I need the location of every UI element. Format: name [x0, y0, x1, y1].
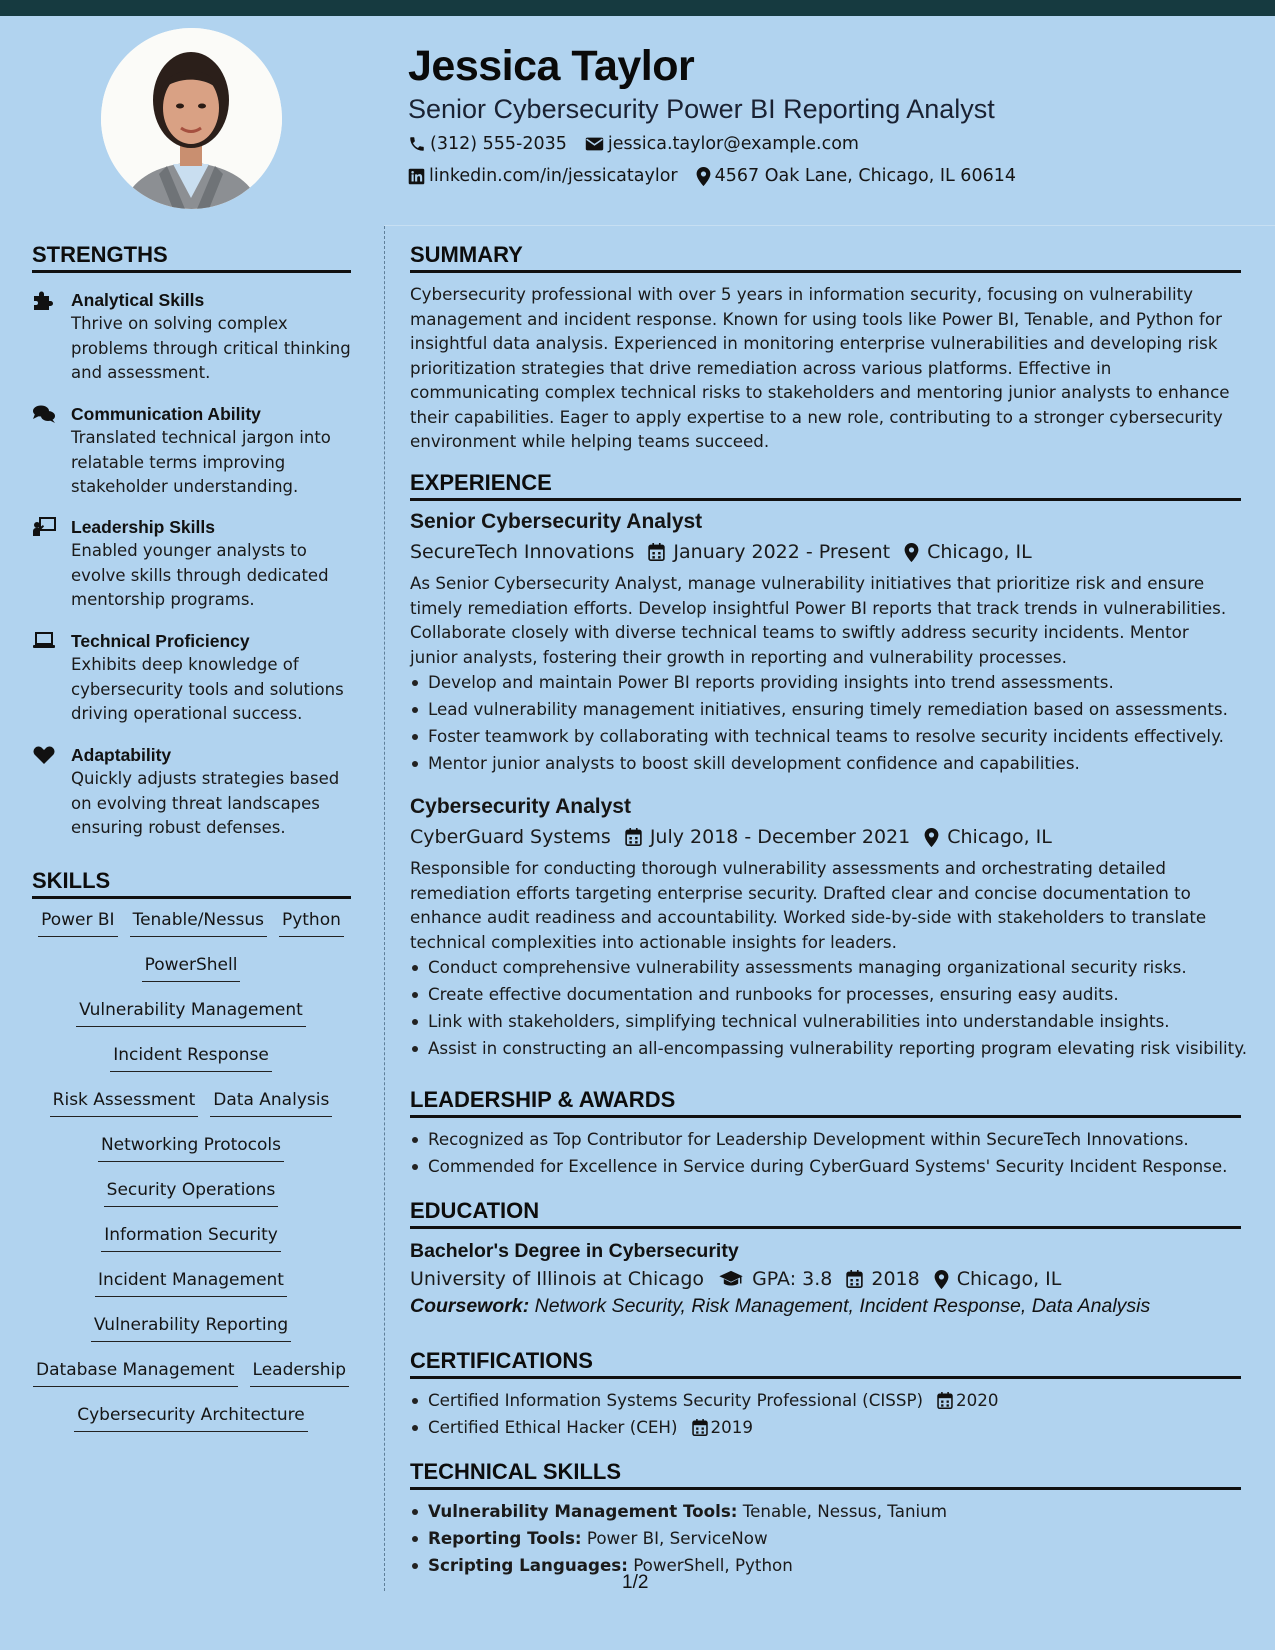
linkedin-text[interactable]: linkedin.com/in/jessicataylor [429, 166, 678, 186]
skill-tag: Incident Response [110, 1045, 272, 1072]
skill-row [32, 1405, 350, 1450]
award-item: Recognized as Top Contributor for Leadership Development within SecureTech Innovations. [410, 1126, 1240, 1153]
graduation-year [846, 1268, 919, 1290]
skill-tag: Database Management [33, 1360, 238, 1387]
coursework-list: Network Security, Risk Management, Incident Response, Data Analysis [534, 1295, 1151, 1317]
email-contact [585, 134, 859, 154]
skill-tag: Information Security [101, 1225, 281, 1252]
job-entry [410, 795, 1248, 1062]
job-bullet: Develop and maintain Power BI reports providing insights into trend assessments. [410, 669, 1240, 696]
technical-skill-label: Vulnerability Management Tools: [428, 1501, 738, 1521]
education-location-text: Chicago, IL [956, 1268, 1062, 1290]
job-bullet: Assist in constructing an all-encompassing vulnerability reporting program elevating risk visibility. [410, 1035, 1240, 1062]
job-dates-text: January 2022 - Present [673, 541, 891, 563]
skill-row [32, 1000, 350, 1045]
strength-item [32, 743, 352, 841]
education-meta [410, 1268, 1240, 1290]
technical-skill-value: Power BI, ServiceNow [586, 1528, 768, 1548]
skill-row [32, 1315, 350, 1360]
technical-skill-label: Scripting Languages: [428, 1555, 628, 1575]
address-text: 4567 Oak Lane, Chicago, IL 60614 [714, 166, 1016, 186]
map-pin-icon [924, 828, 939, 847]
job-location [924, 826, 1052, 848]
summary-text: Cybersecurity professional with over 5 years in information security, focusing on vulnerability management and incident response. Known for using tools like Power BI, Tenable, and Python for insightful data analysis. Experienced in monitoring enterprise vulnerabilities and developing risk prioritization strategies that drive remediation across various platforms. Effective in communicating complex technical risks to stakeholders and mentoring junior analysts to enhance their capabilities. Eager to apply expertise to a new role, contributing to a stronger cybersecurity environment while helping teams succeed. [410, 284, 1230, 451]
skill-row [32, 1270, 350, 1315]
technical-skill-item [410, 1525, 1240, 1552]
skill-tag: Python [279, 910, 344, 937]
header-divider [384, 225, 1275, 226]
graduation-year-text: 2018 [871, 1268, 920, 1290]
strength-desc: Quickly adjusts strategies based on evolving threat landscapes ensuring robust defenses. [71, 769, 340, 837]
technical-skill-item [410, 1498, 1240, 1525]
strength-item [32, 515, 352, 613]
map-pin-icon [904, 543, 919, 562]
job-bullet: Mentor junior analysts to boost skill development confidence and capabilities. [410, 750, 1240, 777]
education-heading: EDUCATION [410, 1198, 1241, 1229]
strength-desc: Exhibits deep knowledge of cybersecurity tools and solutions driving operational success. [71, 655, 344, 723]
skill-row [32, 955, 350, 1000]
calendar-icon [648, 543, 665, 561]
technical-skill-value: PowerShell, Python [633, 1555, 793, 1575]
skill-tag: Tenable/Nessus [130, 910, 267, 937]
job-bullets [410, 669, 1240, 777]
graduation-cap-icon [718, 1270, 744, 1288]
strength-desc: Translated technical jargon into relatable terms improving stakeholder understanding. [71, 428, 331, 496]
degree-name: Bachelor's Degree in Cybersecurity [410, 1240, 739, 1262]
awards-heading: LEADERSHIP & AWARDS [410, 1087, 1241, 1118]
map-pin-icon [934, 1270, 949, 1289]
technical-skill-value: Tenable, Nessus, Tanium [742, 1501, 948, 1521]
summary-heading: SUMMARY [410, 242, 1241, 273]
technical-skills-list [410, 1498, 1240, 1579]
job-bullet: Link with stakeholders, simplifying technical vulnerabilities into understandable insights. [410, 1008, 1240, 1035]
skill-row [32, 1135, 350, 1180]
skill-tag: Leadership [250, 1360, 349, 1387]
job-description: As Senior Cybersecurity Analyst, manage vulnerability initiatives that prioritize risk and ensure timely remediation efforts. Develop insightful Power BI reports that track trends in vulnerabilities. Collaborate closely with diverse technical teams to swiftly address security incidents. Mentor junior analysts, fostering their growth in reporting and vulnerability processes. [410, 573, 1227, 667]
profile-photo [101, 28, 282, 209]
job-title: Cybersecurity Analyst [410, 795, 631, 818]
company-name: CyberGuard Systems [410, 826, 611, 848]
job-bullet: Create effective documentation and runbooks for processes, ensuring easy audits. [410, 981, 1240, 1008]
certification-item [410, 1387, 1240, 1414]
job-meta [410, 541, 1240, 563]
heart-icon [32, 745, 56, 765]
technical-skill-item [410, 1552, 1240, 1579]
calendar-icon [692, 1419, 708, 1436]
education-entry [410, 1240, 1240, 1318]
skill-tag: PowerShell [142, 955, 241, 982]
skill-tag: Cybersecurity Architecture [74, 1405, 308, 1432]
job-bullet: Foster teamwork by collaborating with technical teams to resolve security incidents effectively. [410, 723, 1240, 750]
strength-item [32, 629, 352, 727]
award-item: Commended for Excellence in Service during CyberGuard Systems' Security Incident Response. [410, 1153, 1240, 1180]
strengths-heading: STRENGTHS [32, 242, 351, 273]
skills-heading: SKILLS [32, 868, 351, 899]
job-dates [625, 826, 910, 848]
puzzle-icon [32, 290, 56, 310]
phone-icon [408, 135, 426, 153]
job-entry [410, 510, 1240, 777]
technical-skills-heading: TECHNICAL SKILLS [410, 1459, 1241, 1490]
skill-row [32, 1090, 350, 1135]
certifications-heading: CERTIFICATIONS [410, 1348, 1241, 1379]
job-bullet: Lead vulnerability management initiatives, ensuring timely remediation based on assessments. [410, 696, 1240, 723]
skills-tag-cloud [32, 910, 350, 1450]
skill-tag: Networking Protocols [98, 1135, 284, 1162]
job-description: Responsible for conducting thorough vulnerability assessments and orchestrating detailed remediation efforts targeting enterprise security. Drafted clear and concise documentation to enhance audit readiness and accountability. Worked side-by-side with stakeholders to translate technical complexities into actionable insights for leaders. [410, 858, 1207, 952]
job-dates [648, 541, 890, 563]
gpa-text: GPA: 3.8 [752, 1268, 833, 1290]
job-headline: Senior Cybersecurity Power BI Reporting Analyst [408, 94, 995, 124]
technical-skill-label: Reporting Tools: [428, 1528, 582, 1548]
strength-title: Leadership Skills [71, 517, 215, 537]
skill-row [32, 910, 350, 955]
map-pin-icon [696, 167, 711, 186]
skill-row [32, 1225, 350, 1270]
skill-tag: Power BI [38, 910, 117, 937]
job-meta [410, 826, 1240, 848]
strength-title: Analytical Skills [71, 290, 205, 310]
strength-item [32, 288, 352, 386]
address-contact [696, 166, 1016, 186]
skill-row [32, 1180, 350, 1225]
presenter-board-icon [32, 517, 56, 537]
linkedin-contact [408, 166, 678, 186]
email-text[interactable]: jessica.taylor@example.com [607, 134, 859, 154]
coursework-label: Coursework: [410, 1295, 530, 1317]
job-location-text: Chicago, IL [947, 826, 1052, 848]
certification-year: 2019 [710, 1417, 753, 1437]
job-location [904, 541, 1032, 563]
candidate-name: Jessica Taylor [408, 42, 695, 90]
certification-item [410, 1414, 1240, 1441]
job-bullet: Conduct comprehensive vulnerability assessments managing organizational security risks. [410, 954, 1240, 981]
contact-row-2 [408, 166, 1034, 186]
job-bullets [410, 954, 1248, 1062]
job-location-text: Chicago, IL [927, 541, 1032, 563]
experience-heading: EXPERIENCE [410, 470, 1241, 501]
column-divider [384, 226, 385, 1591]
certification-year: 2020 [956, 1390, 999, 1410]
skill-tag: Incident Management [95, 1270, 287, 1297]
calendar-icon [846, 1270, 863, 1288]
calendar-icon [625, 828, 642, 846]
certification-name: Certified Ethical Hacker (CEH) [428, 1417, 678, 1437]
strength-desc: Thrive on solving complex problems through critical thinking and assessment. [71, 314, 351, 382]
company-name: SecureTech Innovations [410, 541, 635, 563]
strength-title: Communication Ability [71, 404, 261, 424]
skill-tag: Security Operations [104, 1180, 279, 1207]
coursework [410, 1295, 1240, 1318]
certification-name: Certified Information Systems Security Professional (CISSP) [428, 1390, 924, 1410]
awards-list [410, 1126, 1240, 1180]
chat-bubbles-icon [32, 404, 56, 424]
strength-title: Technical Proficiency [71, 631, 250, 651]
job-title: Senior Cybersecurity Analyst [410, 510, 703, 533]
skill-tag: Vulnerability Management [76, 1000, 306, 1027]
certifications-list [410, 1387, 1240, 1441]
linkedin-icon [408, 168, 425, 185]
skill-row [32, 1045, 350, 1090]
strength-desc: Enabled younger analysts to evolve skills through dedicated mentorship programs. [71, 541, 329, 609]
skill-tag: Vulnerability Reporting [91, 1315, 291, 1342]
contact-row-1 [408, 134, 877, 154]
top-color-bar [0, 0, 1275, 16]
strength-item [32, 402, 352, 500]
phone-text[interactable]: (312) 555-2035 [430, 134, 567, 154]
skill-tag: Risk Assessment [50, 1090, 199, 1117]
laptop-icon [32, 631, 56, 651]
page-number: 1/2 [622, 1572, 649, 1593]
calendar-icon [937, 1392, 953, 1409]
education-location [934, 1268, 1062, 1290]
school-name: University of Illinois at Chicago [410, 1268, 705, 1290]
gpa [718, 1268, 832, 1290]
job-dates-text: July 2018 - December 2021 [649, 826, 911, 848]
envelope-icon [585, 136, 604, 152]
phone-contact [408, 134, 567, 154]
skill-row [32, 1360, 350, 1405]
strength-title: Adaptability [71, 745, 172, 765]
skill-tag: Data Analysis [210, 1090, 332, 1117]
